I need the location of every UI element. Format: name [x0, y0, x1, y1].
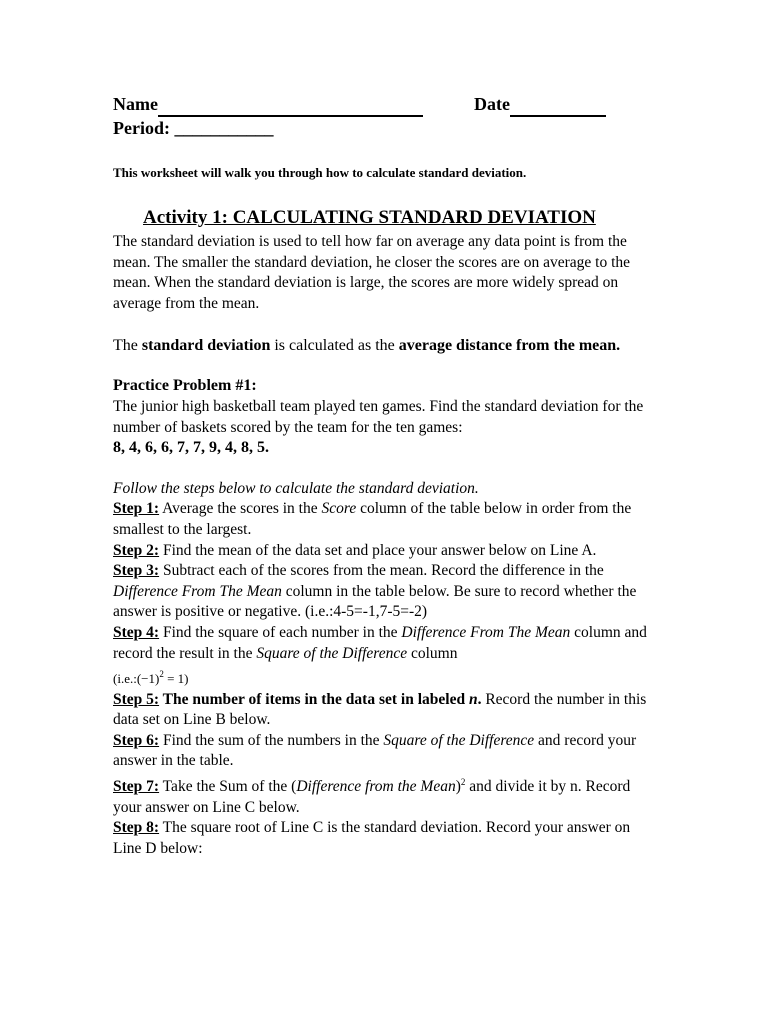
step-7-label: Step 7: — [113, 778, 160, 796]
step-5 — [113, 690, 658, 731]
step-7-text-c: ) — [455, 778, 461, 796]
practice-data: 8, 4, 6, 6, 7, 7, 9, 4, 8, 5. — [113, 439, 269, 457]
step-3-label: Step 3: — [113, 562, 160, 580]
date-line — [474, 94, 606, 117]
step-1-text-c: column of the table below in order from the smallest to the largest. — [113, 500, 632, 538]
step-5-text-a: The number of items in the data set in labeled — [159, 690, 469, 708]
step-7-text-b: Difference from the Mean — [296, 778, 456, 796]
definition-middle: is calculated as the — [270, 337, 399, 355]
worksheet-body — [113, 232, 658, 859]
step-4-text-d: Square of the Difference — [256, 644, 408, 662]
step-6-text-a: Find the sum of the numbers in the — [159, 731, 384, 749]
step-4 — [113, 623, 658, 664]
step-4-text-b: Difference From The Mean — [401, 623, 571, 641]
step-5-text-d: Record the number in this data set on Line B below. — [113, 690, 647, 729]
step-3 — [113, 561, 658, 623]
date-blank[interactable] — [510, 94, 606, 117]
step-7-text-e: and divide it by n. Record your answer on Line C below. — [113, 778, 631, 816]
step-4-example-exponent: 2 — [159, 669, 164, 680]
step-1-label: Step 1: — [113, 500, 160, 518]
step-3-text-c: column in the table below. Be sure to record whether the answer is positive or negative. (i.e.:4-5=-1,7-5=-2) — [113, 582, 637, 621]
step-4-text-e: column — [407, 644, 458, 662]
name-label: Name — [113, 94, 158, 114]
step-4-example-a: (i.e.:(−1) — [113, 671, 160, 687]
step-1 — [113, 499, 658, 540]
step-6-label: Step 6: — [113, 731, 160, 749]
step-2-text-a: Find the mean of the data set and place your answer below on Line A. — [159, 541, 597, 559]
step-7-exponent: 2 — [460, 777, 466, 788]
practice-text: The junior high basketball team played ten games. Find the standard deviation for the number of baskets scored by the team for the ten games: — [113, 397, 644, 436]
step-4-example — [113, 664, 658, 690]
step-4-example-b: = 1) — [163, 671, 189, 687]
step-7-text-a: Take the Sum of the ( — [159, 778, 297, 796]
intro-text: This worksheet will walk you through how to calculate standard deviation. — [113, 165, 527, 180]
date-label: Date — [474, 94, 510, 114]
step-2 — [113, 541, 658, 562]
step-5-text-c: . — [477, 690, 482, 708]
step-7 — [113, 772, 658, 818]
step-4-text-a: Find the square of each number in the — [159, 623, 402, 641]
step-1-text-b: Score — [321, 500, 357, 518]
paragraph-standard-deviation: The standard deviation is used to tell how far on average any data point is from the mean. The smaller the standard deviation, he closer the scores are on average to the mean. When the standard deviation is large, the scores are more widely spread on average from the mean. — [113, 233, 631, 312]
step-6 — [113, 731, 658, 772]
step-5-label: Step 5: — [113, 690, 160, 708]
step-3-text-a: Subtract each of the scores from the mean. Record the difference in the — [159, 562, 604, 580]
step-3-text-b: Difference From The Mean — [113, 582, 282, 600]
step-8 — [113, 818, 658, 859]
step-2-label: Step 2: — [113, 541, 160, 559]
definition-prefix: The — [113, 337, 142, 355]
step-4-label: Step 4: — [113, 623, 160, 641]
step-8-text-a: The square root of Line C is the standard deviation. Record your answer on Line D below: — [113, 819, 631, 857]
practice-heading: Practice Problem #1: — [113, 377, 257, 395]
step-6-text-b: Square of the Difference — [383, 731, 535, 749]
step-8-label: Step 8: — [113, 819, 160, 837]
activity-title: Activity 1: CALCULATING STANDARD DEVIATION — [143, 207, 596, 228]
name-blank[interactable] — [158, 94, 423, 117]
step-4-text-c: column and record the result in the — [113, 623, 647, 662]
step-6-text-c: and record your answer in the table. — [113, 731, 637, 770]
follow-instructions: Follow the steps below to calculate the standard deviation. — [113, 479, 479, 497]
name-line — [113, 94, 423, 117]
step-1-text-a: Average the scores in the — [159, 500, 322, 518]
definition-emphasis: average distance from the mean. — [398, 337, 621, 355]
definition-paragraph — [113, 335, 658, 356]
period-line: Period: ___________ — [113, 118, 274, 138]
definition-term: standard deviation — [141, 337, 271, 355]
step-5-text-b: n — [468, 690, 478, 708]
